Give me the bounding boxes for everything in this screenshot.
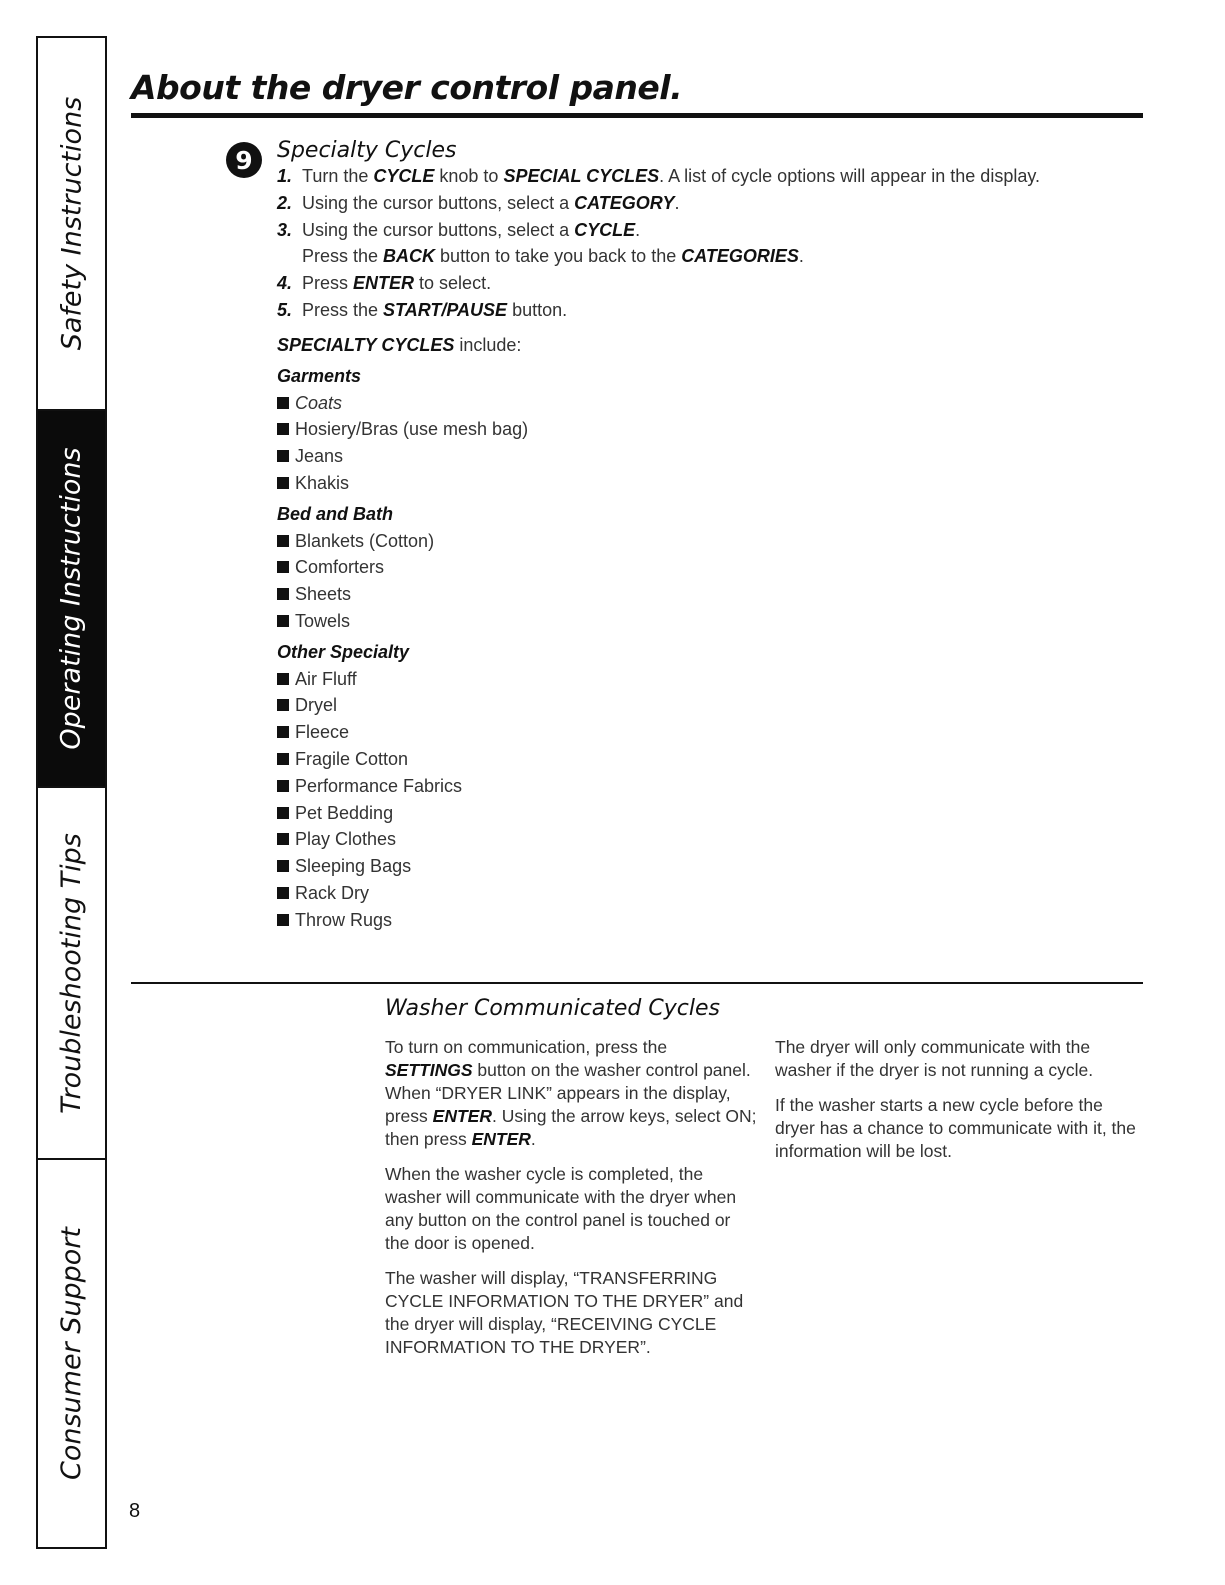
list-item: Fragile Cotton: [277, 746, 528, 773]
list-item: Play Clothes: [277, 826, 528, 853]
step-item: 2. Using the cursor buttons, select a CATEGORY.: [277, 192, 680, 213]
list-item: Khakis: [277, 470, 528, 497]
list-item: Fleece: [277, 719, 528, 746]
list-item: Hosiery/Bras (use mesh bag): [277, 416, 528, 443]
tab-consumer-support[interactable]: [38, 1160, 105, 1547]
tab-label: Operating Instructions: [56, 447, 87, 750]
paragraph: If the washer starts a new cycle before the dryer has a chance to communicate with it, the information will be lost.: [775, 1095, 1136, 1161]
category-heading-bed-bath: Bed and Bath: [277, 503, 394, 524]
section-heading-washer-communicated: Washer Communicated Cycles: [385, 996, 720, 1021]
list-item: Towels: [277, 608, 528, 635]
tab-label: Consumer Support: [56, 1227, 87, 1480]
page-title: About the dryer control panel.: [131, 68, 683, 107]
category-heading-garments: Garments: [277, 365, 362, 386]
section-heading-specialty: Specialty Cycles: [277, 138, 457, 163]
specialty-steps: [277, 163, 1040, 324]
step-number-badge: 9: [226, 142, 262, 178]
list-item: Pet Bedding: [277, 800, 528, 827]
tab-safety-instructions[interactable]: [38, 38, 105, 411]
washer-column-right: [775, 1036, 1145, 1175]
paragraph: To turn on communication, press the SETTINGS button on the washer control panel. When “DRYER LINK” appears in the display, press ENTER. Using the arrow keys, select ON; then press ENTER.: [385, 1037, 757, 1149]
section-divider: [131, 982, 1143, 984]
step-item: 4. Press ENTER to select.: [277, 273, 492, 294]
list-item: Coats: [277, 390, 528, 417]
tab-label: Safety Instructions: [56, 96, 87, 351]
list-item: Sheets: [277, 581, 528, 608]
section-tab-bar: [36, 36, 107, 1549]
list-item: Performance Fabrics: [277, 773, 528, 800]
paragraph: The washer will display, “TRANSFERRING CYCLE INFORMATION TO THE DRYER” and the dryer will display, “RECEIVING CYCLE INFORMATION TO THE DRYER”.: [385, 1268, 744, 1357]
list-item: Rack Dry: [277, 880, 528, 907]
list-item: Jeans: [277, 443, 528, 470]
list-item: Blankets (Cotton): [277, 528, 528, 555]
specialty-cycle-list: [277, 332, 528, 934]
list-item: Comforters: [277, 554, 528, 581]
tab-troubleshooting-tips[interactable]: [38, 788, 105, 1160]
category-heading-other: Other Specialty: [277, 641, 410, 662]
tab-operating-instructions[interactable]: [38, 411, 105, 788]
list-item: Throw Rugs: [277, 907, 528, 934]
title-divider: [131, 113, 1143, 118]
page-number: 8: [129, 1500, 141, 1522]
list-item: Dryel: [277, 692, 528, 719]
tab-label: Troubleshooting Tips: [56, 832, 87, 1114]
step-item: 1. Turn the CYCLE knob to SPECIAL CYCLES. A list of cycle options will appear in the display.: [277, 166, 1041, 186]
list-item: Air Fluff: [277, 666, 528, 693]
step-item: 3. Using the cursor buttons, select a CYCLE.: [277, 219, 641, 240]
list-item: Sleeping Bags: [277, 853, 528, 880]
washer-column-left: [385, 1036, 757, 1371]
step-note: Press the BACK button to take you back to the CATEGORIES.: [302, 246, 804, 267]
paragraph: When the washer cycle is completed, the washer will communicate with the dryer when any button on the control panel is touched or the door is opened.: [385, 1164, 737, 1253]
include-intro: SPECIALTY CYCLES include:: [277, 335, 522, 355]
paragraph: The dryer will only communicate with the washer if the dryer is not running a cycle.: [775, 1037, 1094, 1080]
step-item: 5. Press the START/PAUSE button.: [277, 299, 568, 320]
